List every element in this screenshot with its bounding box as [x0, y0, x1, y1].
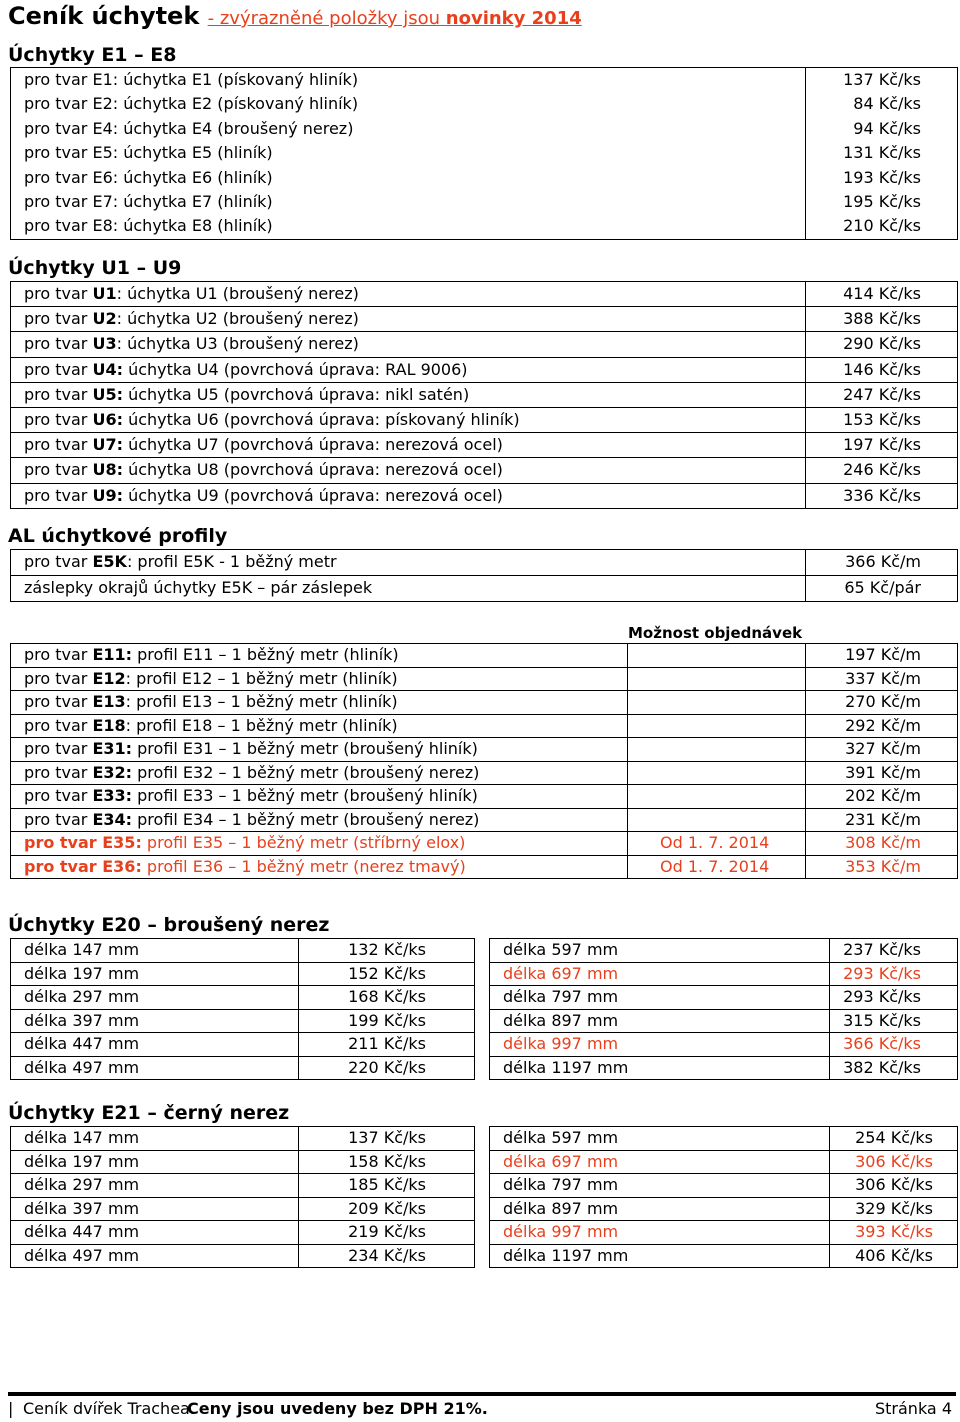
- al-row1-label: pro tvar E5K: profil E5K - 1 běžný metr: [11, 550, 806, 576]
- profile-row-price: 391 Kč/m: [806, 761, 958, 785]
- table-row: [11, 433, 958, 458]
- length-cell: délka 447 mm: [11, 1033, 299, 1057]
- length-price: 315 Kč/ks: [830, 1009, 958, 1033]
- table-row: [490, 1009, 958, 1033]
- e-item: pro tvar E7: úchytka E7 (hliník): [24, 191, 273, 211]
- length-cell: délka 297 mm: [11, 986, 299, 1010]
- table-row: [11, 644, 958, 668]
- length-price: 158 Kč/ks: [299, 1150, 475, 1174]
- profile-row-price: 270 Kč/m: [806, 691, 958, 715]
- table-row: [490, 1221, 958, 1245]
- table-row: [490, 1127, 958, 1151]
- table-row: [490, 939, 958, 963]
- u-row-price: 246 Kč/ks: [806, 458, 958, 483]
- footer-company: Ceník dvířek Trachea.: [23, 1399, 195, 1418]
- length-price: 152 Kč/ks: [299, 962, 475, 986]
- profile-row-availability: [628, 667, 806, 691]
- u-row-label: pro tvar U9: úchytka U9 (povrchová úprava: nerezová ocel): [11, 483, 806, 508]
- al-row2-price: 65 Kč/pár: [806, 576, 958, 602]
- u-row-label: pro tvar U3: úchytka U3 (broušený nerez): [11, 332, 806, 357]
- table-row: [11, 382, 958, 407]
- e-item: pro tvar E8: úchytka E8 (hliník): [24, 216, 273, 236]
- profile-row-availability: [628, 691, 806, 715]
- u-row-price: 290 Kč/ks: [806, 332, 958, 357]
- profile-row-label: pro tvar E13: profil E13 – 1 běžný metr (hliník): [11, 691, 628, 715]
- length-price: 306 Kč/ks: [830, 1150, 958, 1174]
- table-e21-left: [10, 1126, 475, 1268]
- e-price: 137 Kč/ks: [843, 70, 921, 89]
- subtitle: [208, 8, 582, 29]
- u-row-price: 414 Kč/ks: [806, 282, 958, 307]
- footer: [8, 1392, 956, 1422]
- length-price: 393 Kč/ks: [830, 1221, 958, 1245]
- profile-row-availability: [628, 738, 806, 762]
- length-price: 329 Kč/ks: [830, 1197, 958, 1221]
- table-row: [11, 855, 958, 879]
- table-row: [11, 691, 958, 715]
- table-row: [490, 1197, 958, 1221]
- profile-row-price: 202 Kč/m: [806, 785, 958, 809]
- length-cell: délka 697 mm: [490, 1150, 830, 1174]
- profile-row-availability: [628, 714, 806, 738]
- e-item: pro tvar E6: úchytka E6 (hliník): [24, 167, 273, 187]
- table-row: [490, 1033, 958, 1057]
- profile-row-price: 292 Kč/m: [806, 714, 958, 738]
- e-items-cell: [11, 68, 806, 240]
- table-row: [11, 738, 958, 762]
- table-row: [11, 808, 958, 832]
- length-cell: délka 1197 mm: [490, 1244, 830, 1268]
- e-price: 94 Kč/ks: [853, 118, 921, 138]
- table-row: [11, 576, 958, 602]
- length-cell: délka 897 mm: [490, 1197, 830, 1221]
- length-price: 293 Kč/ks: [830, 986, 958, 1010]
- table-e: [10, 67, 958, 240]
- u-row-label: pro tvar U7: úchytka U7 (povrchová úprava: nerezová ocel): [11, 433, 806, 458]
- footer-page: Stránka 4: [874, 1399, 952, 1418]
- profile-row-label: pro tvar E34: profil E34 – 1 běžný metr (broušený nerez): [11, 808, 628, 832]
- length-price: 406 Kč/ks: [830, 1244, 958, 1268]
- profile-row-label: pro tvar E35: profil E35 – 1 běžný metr (stříbrný elox): [11, 832, 628, 856]
- u-row-price: 197 Kč/ks: [806, 433, 958, 458]
- profile-row-availability: [628, 761, 806, 785]
- table-row: [11, 1009, 475, 1033]
- profile-row-availability: Od 1. 7. 2014: [628, 855, 806, 879]
- length-price: 168 Kč/ks: [299, 986, 475, 1010]
- profile-row-label: pro tvar E31: profil E31 – 1 běžný metr (broušený hliník): [11, 738, 628, 762]
- e-prices-cell: [806, 68, 958, 240]
- e-price: 84 Kč/ks: [853, 94, 921, 114]
- length-cell: délka 147 mm: [11, 939, 299, 963]
- e-item: pro tvar E4: úchytka E4 (broušený nerez): [24, 118, 354, 138]
- u-row-label: pro tvar U2: úchytka U2 (broušený nerez): [11, 307, 806, 332]
- length-cell: délka 197 mm: [11, 962, 299, 986]
- u-row-label: pro tvar U4: úchytka U4 (povrchová úprava: RAL 9006): [11, 357, 806, 382]
- table-row: [490, 962, 958, 986]
- table-row: [490, 1056, 958, 1080]
- e-price: 195 Kč/ks: [843, 191, 921, 211]
- table-row: [11, 761, 958, 785]
- profile-row-availability: [628, 808, 806, 832]
- u-row-price: 247 Kč/ks: [806, 382, 958, 407]
- table-row: [11, 667, 958, 691]
- length-cell: délka 597 mm: [490, 939, 830, 963]
- table-row: [490, 1244, 958, 1268]
- table-row: [490, 1174, 958, 1198]
- section-e20-heading: Úchytky E20 – broušený nerez: [8, 914, 330, 936]
- length-cell: délka 797 mm: [490, 986, 830, 1010]
- u-row-price: 146 Kč/ks: [806, 357, 958, 382]
- table-row: [11, 1197, 475, 1221]
- subtitle-prefix: - zvýrazněné položky jsou: [207, 8, 441, 29]
- table-row: [11, 332, 958, 357]
- length-cell: délka 797 mm: [490, 1174, 830, 1198]
- length-price: 219 Kč/ks: [299, 1221, 475, 1245]
- table-row: [11, 1244, 475, 1268]
- length-price: 306 Kč/ks: [830, 1174, 958, 1198]
- table-row: [11, 1221, 475, 1245]
- table-row: [11, 357, 958, 382]
- u-row-price: 336 Kč/ks: [806, 483, 958, 508]
- table-row: [11, 282, 958, 307]
- table-row: [11, 785, 958, 809]
- length-price: 199 Kč/ks: [299, 1009, 475, 1033]
- al-row1-price: 366 Kč/m: [806, 550, 958, 576]
- table-row: [11, 714, 958, 738]
- length-price: 382 Kč/ks: [830, 1056, 958, 1080]
- table-row: [490, 1150, 958, 1174]
- profile-row-label: pro tvar E32: profil E32 – 1 běžný metr (broušený nerez): [11, 761, 628, 785]
- length-cell: délka 447 mm: [11, 1221, 299, 1245]
- length-cell: délka 597 mm: [490, 1127, 830, 1151]
- profile-row-availability: Od 1. 7. 2014: [628, 832, 806, 856]
- profile-row-price: 231 Kč/m: [806, 808, 958, 832]
- table-u: [10, 281, 958, 509]
- table-row: [11, 1033, 475, 1057]
- table-row: [11, 1150, 475, 1174]
- table-row: [11, 986, 475, 1010]
- profile-row-label: pro tvar E36: profil E36 – 1 běžný metr (nerez tmavý): [11, 855, 628, 879]
- table-profiles: [10, 643, 958, 879]
- e-item: pro tvar E5: úchytka E5 (hliník): [24, 143, 273, 163]
- e-price: 131 Kč/ks: [843, 143, 921, 163]
- section-e-heading: Úchytky E1 – E8: [8, 44, 177, 66]
- profile-row-label: pro tvar E12: profil E12 – 1 běžný metr (hliník): [11, 667, 628, 691]
- length-cell: délka 497 mm: [11, 1244, 299, 1268]
- footer-separator: |: [8, 1399, 14, 1418]
- al-row2-label: záslepky okrajů úchytky E5K – pár záslepek: [11, 576, 806, 602]
- section-e21-heading: Úchytky E21 – černý nerez: [8, 1102, 290, 1124]
- u-row-label: pro tvar U8: úchytka U8 (povrchová úprava: nerezová ocel): [11, 458, 806, 483]
- profile-row-availability: [628, 785, 806, 809]
- length-cell: délka 1197 mm: [490, 1056, 830, 1080]
- u-row-price: 388 Kč/ks: [806, 307, 958, 332]
- length-cell: délka 147 mm: [11, 1127, 299, 1151]
- table-e20-left: [10, 938, 475, 1080]
- subtitle-highlight: novinky 2014: [445, 8, 582, 29]
- section-u-heading: Úchytky U1 – U9: [8, 257, 182, 279]
- profile-row-label: pro tvar E18: profil E18 – 1 běžný metr (hliník): [11, 714, 628, 738]
- table-row: [11, 1056, 475, 1080]
- length-price: 234 Kč/ks: [299, 1244, 475, 1268]
- table-row: [11, 939, 475, 963]
- length-price: 237 Kč/ks: [830, 939, 958, 963]
- profile-row-price: 337 Kč/m: [806, 667, 958, 691]
- table-row: [11, 832, 958, 856]
- profile-row-price: 353 Kč/m: [806, 855, 958, 879]
- length-price: 185 Kč/ks: [299, 1174, 475, 1198]
- profile-row-price: 308 Kč/m: [806, 832, 958, 856]
- length-cell: délka 397 mm: [11, 1197, 299, 1221]
- length-price: 132 Kč/ks: [299, 939, 475, 963]
- table-al: [10, 549, 958, 602]
- table-e20-right: [489, 938, 958, 1080]
- length-price: 211 Kč/ks: [299, 1033, 475, 1057]
- table-row: [11, 307, 958, 332]
- table-row: [11, 1127, 475, 1151]
- e-price: 210 Kč/ks: [843, 216, 921, 236]
- e-item: pro tvar E2: úchytka E2 (pískovaný hliník): [24, 94, 359, 114]
- u-row-price: 153 Kč/ks: [806, 408, 958, 433]
- length-cell: délka 397 mm: [11, 1009, 299, 1033]
- footer-note: Ceny jsou uvedeny bez DPH 21%.: [187, 1399, 488, 1418]
- length-price: 209 Kč/ks: [299, 1197, 475, 1221]
- profile-row-label: pro tvar E33: profil E33 – 1 běžný metr (broušený hliník): [11, 785, 628, 809]
- length-cell: délka 897 mm: [490, 1009, 830, 1033]
- length-price: 366 Kč/ks: [830, 1033, 958, 1057]
- length-price: 293 Kč/ks: [830, 962, 958, 986]
- table-row: [11, 408, 958, 433]
- length-price: 137 Kč/ks: [299, 1127, 475, 1151]
- profile-row-price: 327 Kč/m: [806, 738, 958, 762]
- length-cell: délka 197 mm: [11, 1150, 299, 1174]
- length-cell: délka 297 mm: [11, 1174, 299, 1198]
- table-row: [11, 458, 958, 483]
- u-row-label: pro tvar U1: úchytka U1 (broušený nerez): [11, 282, 806, 307]
- profile-row-availability: [628, 644, 806, 668]
- length-cell: délka 697 mm: [490, 962, 830, 986]
- table-row: [11, 1174, 475, 1198]
- table-row: [11, 962, 475, 986]
- u-row-label: pro tvar U5: úchytka U5 (povrchová úprava: nikl satén): [11, 382, 806, 407]
- table-row: [11, 483, 958, 508]
- availability-header: Možnost objednávek: [628, 624, 803, 642]
- e-item: pro tvar E1: úchytka E1 (pískovaný hliník): [24, 70, 359, 89]
- title-text: Ceník úchytek: [8, 2, 200, 30]
- table-row: [11, 550, 958, 576]
- profile-row-price: 197 Kč/m: [806, 644, 958, 668]
- section-al-heading: AL úchytkové profily: [8, 525, 228, 547]
- page-title: [8, 2, 582, 30]
- e-price: 193 Kč/ks: [843, 167, 921, 187]
- length-cell: délka 497 mm: [11, 1056, 299, 1080]
- length-price: 254 Kč/ks: [830, 1127, 958, 1151]
- table-row: [490, 986, 958, 1010]
- length-cell: délka 997 mm: [490, 1221, 830, 1245]
- table-e21-right: [489, 1126, 958, 1268]
- length-price: 220 Kč/ks: [299, 1056, 475, 1080]
- profile-row-label: pro tvar E11: profil E11 – 1 běžný metr (hliník): [11, 644, 628, 668]
- length-cell: délka 997 mm: [490, 1033, 830, 1057]
- u-row-label: pro tvar U6: úchytka U6 (povrchová úprava: pískovaný hliník): [11, 408, 806, 433]
